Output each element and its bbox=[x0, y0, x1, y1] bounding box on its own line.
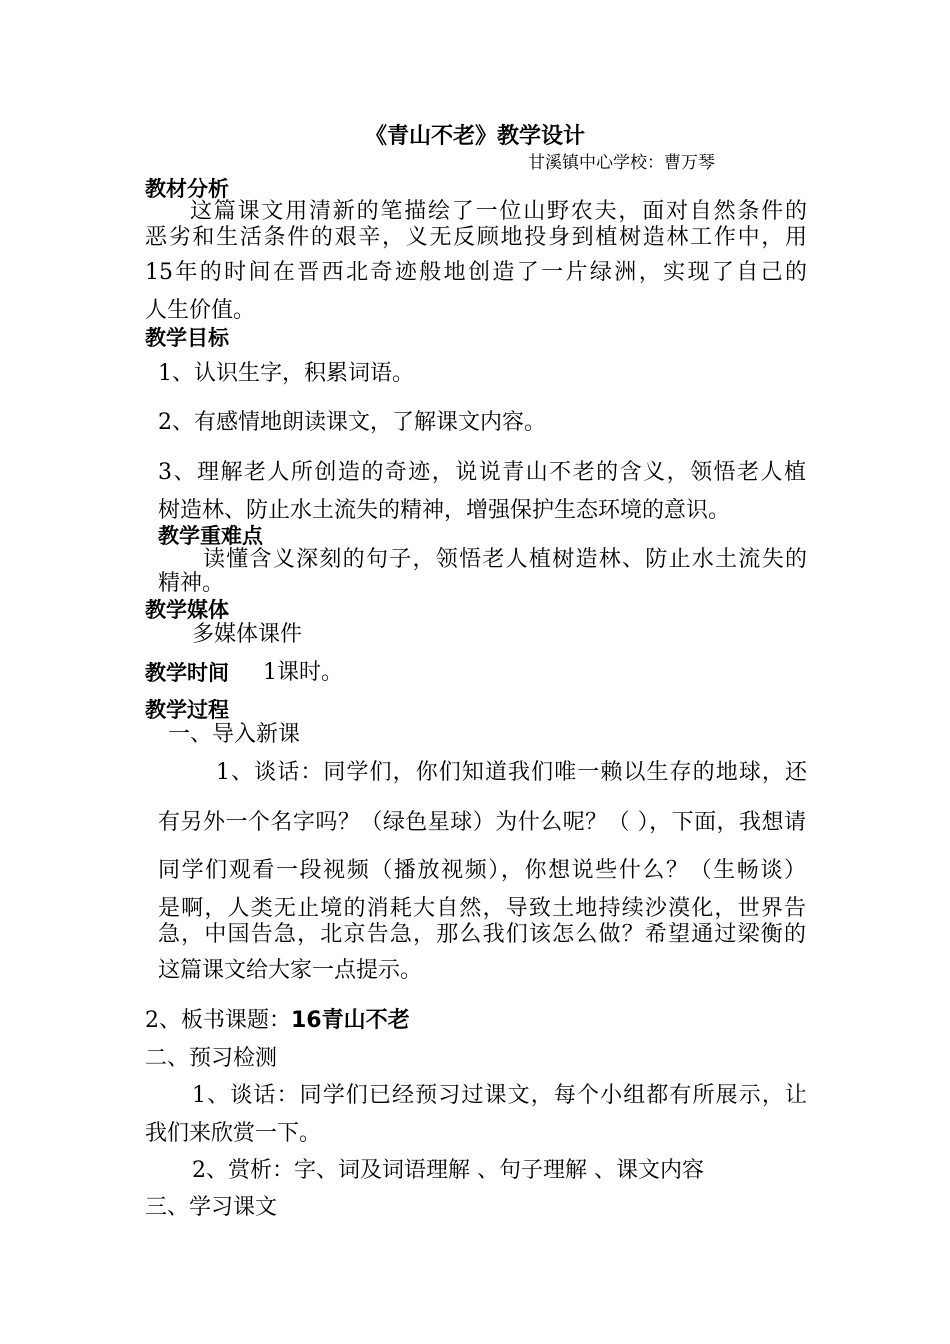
material-line-2: 恶劣和生活条件的艰辛，义无反顾地投身到植树造林工作中，用 bbox=[145, 225, 807, 250]
keypoints-line-2: 精神。 bbox=[158, 571, 225, 596]
keypoints-line-1: 读懂含义深刻的句子，领悟老人植树造林、防止水土流失的 bbox=[203, 547, 807, 572]
goals-heading: 教学目标 bbox=[145, 326, 229, 350]
part1-title: 一、导入新课 bbox=[168, 722, 301, 747]
media-text: 多媒体课件 bbox=[192, 622, 303, 647]
goal-item-3-cont: 树造林、防止水土流失的精神，增强保护生态环境的意识。 bbox=[158, 498, 731, 523]
part1-line-6: 这篇课文给大家一点提示。 bbox=[158, 958, 423, 983]
part3-title: 三、学习课文 bbox=[145, 1195, 278, 1220]
part1-line-4: 是啊，人类无止境的消耗大自然，导致土地持续沙漠化，世界告 bbox=[158, 896, 806, 921]
document-title: 《青山不老》教学设计 bbox=[365, 124, 586, 149]
goal-item-1: 1、认识生字，积累词语。 bbox=[158, 361, 414, 386]
material-line-1: 这篇课文用清新的笔描绘了一位山野农夫，面对自然条件的 bbox=[190, 199, 807, 224]
part1-line-5: 急，中国告急，北京告急，那么我们该怎么做？希望通过梁衡的 bbox=[158, 922, 806, 947]
goal-item-2: 2、有感情地朗读课文，了解课文内容。 bbox=[158, 410, 546, 435]
process-heading: 教学过程 bbox=[145, 698, 229, 722]
part1-line-1: 1、谈话：同学们，你们知道我们唯一赖以生存的地球，还 bbox=[216, 760, 807, 785]
board-lesson-title: 16青山不老 bbox=[291, 1008, 410, 1033]
part2-title: 二、预习检测 bbox=[145, 1046, 278, 1071]
keypoints-heading: 教学重难点 bbox=[158, 524, 263, 548]
author-line: 甘溪镇中心学校：曹万琴 bbox=[528, 153, 715, 173]
part1-line-3: 同学们观看一段视频（播放视频），你想说些什么？（生畅谈） bbox=[158, 858, 806, 883]
time-text: 1课时。 bbox=[263, 660, 343, 685]
material-line-4: 人生价值。 bbox=[145, 298, 256, 323]
media-heading: 教学媒体 bbox=[145, 598, 229, 622]
board-title-line bbox=[145, 1008, 410, 1034]
board-prefix: 2、板书课题： bbox=[145, 1008, 291, 1033]
part2-line-2: 我们来欣赏一下。 bbox=[145, 1121, 322, 1146]
part2-line-3: 2、赏析：字、词及词语理解 、句子理解 、课文内容 bbox=[192, 1158, 704, 1183]
material-heading: 教材分析 bbox=[145, 177, 229, 201]
material-line-3: 15年的时间在晋西北奇迹般地创造了一片绿洲，实现了自己的 bbox=[145, 260, 807, 285]
part1-line-2: 有另外一个名字吗？（绿色星球）为什么呢？（ ），下面，我想请 bbox=[158, 810, 806, 835]
part2-line-1: 1、谈话：同学们已经预习过课文，每个小组都有所展示，让 bbox=[192, 1083, 807, 1108]
time-heading: 教学时间 bbox=[145, 661, 229, 685]
goal-item-3: 3、理解老人所创造的奇迹，说说青山不老的含义，领悟老人植 bbox=[158, 460, 806, 485]
